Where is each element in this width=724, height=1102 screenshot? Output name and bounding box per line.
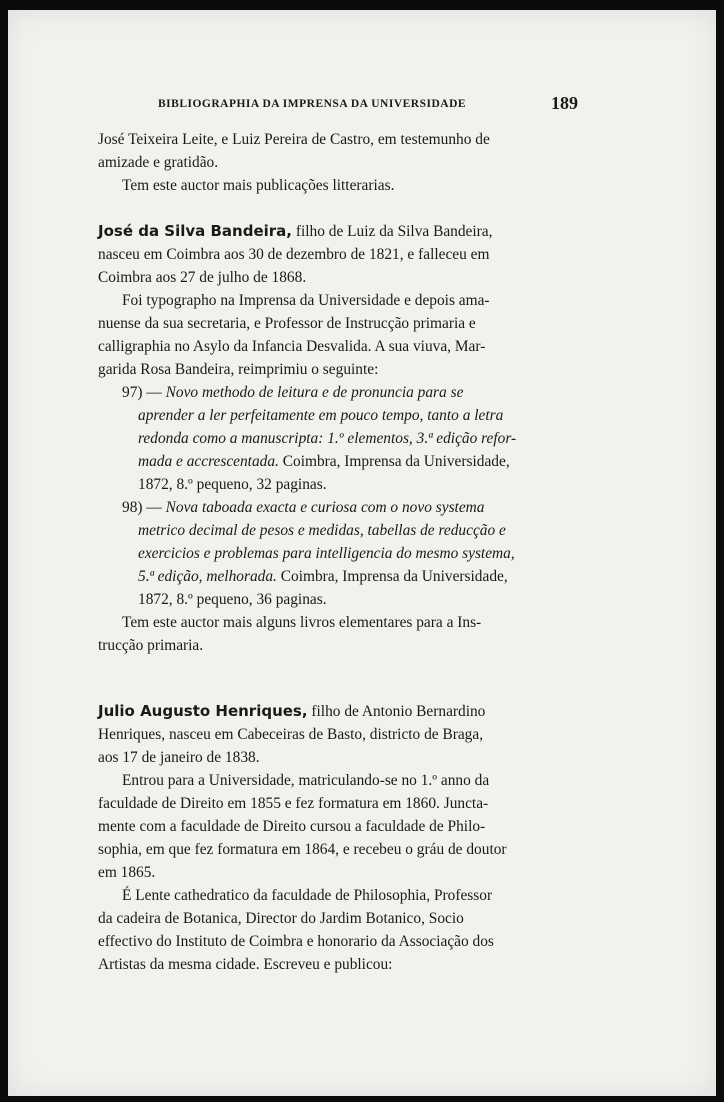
paragraph-dedication: José Teixeira Leite, e Luiz Pereira de Castro, em testemunho de amizade e gratidão. <box>98 131 490 171</box>
paragraph-more-publications: Tem este auctor mais publicações litterarias. <box>122 177 395 194</box>
header-title: BIBLIOGRAPHIA DA IMPRENSA DA UNIVERSIDADE <box>158 98 467 110</box>
entry-julio-augusto-henriques: Julio Augusto Henriques, filho de Antonio Bernardino Henriques, nasceu em Cabeceiras de Basto, districto de Braga, aos 17 de janeiro de 1838. Entrou para a Universidade, matriculando-se no 1.º anno da faculdade de Direito em 1855 e fez formatura em 1860. Juncta- mente com a faculdade de Direito cursou a faculdade de Philo- sophia, em que fez formatura em 1864, e recebeu o gráu de doutor em 1865. É Lente cathedratico da faculdade de Philosophia, Professor da cadeira de Botanica, Director do Jardim Botanico, Socio effectivo do Instituto de Coimbra e honorario da Associação dos Artistas da mesma cidade. Escreveu e publicou: <box>98 702 507 973</box>
entry-jose-da-silva-bandeira: José da Silva Bandeira, filho de Luiz da Silva Bandeira, nasceu em Coimbra aos 30 de dezembro de 1821, e falleceu em Coimbra aos 27 de julho de 1868. Foi typographo na Imprensa da Universidade e depois ama- nuense da sua secretaria, e Professor de Instrucção primaria e calligraphia no Asylo da Infancia Desvalida. A sua viuva, Mar- garida Rosa Bandeira, reimprimiu o seguinte: 97) — Novo methodo de leitura e de pronuncia para se aprender a ler perfeitamente em pouco tempo, tanto a letra redonda como a manuscripta: 1.º elementos, 3.ª edição refor- mada e accrescentada. Coimbra, Imprensa da Universidade, 1872, 8.º pequeno, 32 paginas. 98) — Nova taboada exacta e curiosa com o novo systema metrico decimal de pesos e medidas, tabellas de reducção e exercicios e problemas para intelligencia do mesmo systema, 5.ª edição, melhorada. Coimbra, Imprensa da Universidade, 1872, 8.º pequeno, 36 paginas. Tem este auctor mais alguns livros elementares para a Ins- trucção primaria. <box>98 220 576 657</box>
entry-name: José da Silva Bandeira, <box>98 222 293 240</box>
entry-name: Julio Augusto Henriques, <box>98 702 308 720</box>
page-number: 189 <box>551 93 578 113</box>
bibliography-item-98: 98) — Nova taboada exacta e curiosa com o novo systema <box>122 499 485 516</box>
bibliography-item-97: 97) — Novo methodo de leitura e de pronuncia para se <box>122 384 464 401</box>
book-page <box>8 10 716 1096</box>
